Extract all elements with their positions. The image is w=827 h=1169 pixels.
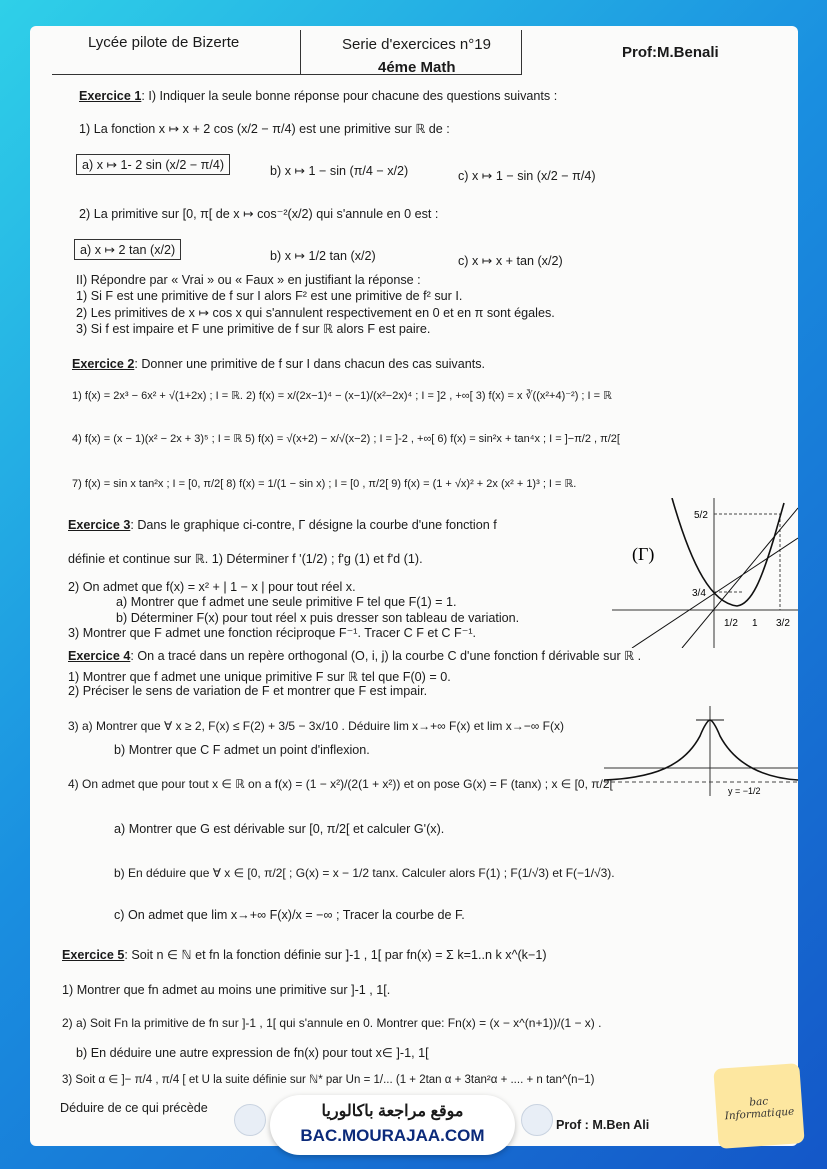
ex4-line-8: b) En déduire que ∀ x ∈ [0, π/2[ ; G(x) = x − 1/2 tanx. Calculer alors F(1) ; F(1/√3) et F(−1/√3). <box>114 866 615 880</box>
exercise-5-intro: Exercice 5: Soit n ∈ ℕ et fn la fonction définie sur ]-1 , 1[ par fn(x) = Σ k=1..n k x^(k−1) <box>62 948 547 962</box>
ex1-q2-answer-b: b) x ↦ 1/2 tan (x/2) <box>270 249 376 263</box>
ex4-line-3: 2) Préciser le sens de variation de F et montrer que F est impair. <box>68 684 428 698</box>
ex1-part2: II) Répondre par « Vrai » ou « Faux » en justifiant la réponse : <box>76 273 421 287</box>
graph-ytick-threequarter: 3/4 <box>692 588 706 599</box>
ex1-vf2: 2) Les primitives de x ↦ cos x qui s'annulent respectivement en 0 et en π sont égales. <box>76 306 555 320</box>
graph-xtick-one: 1 <box>752 618 758 629</box>
graph-xtick-threehalf: 3/2 <box>776 618 790 629</box>
prof-header: Prof:M.Benali <box>622 44 719 61</box>
ex3-line-4: a) Montrer que f admet une seule primitive F tel que F(1) = 1. <box>116 595 457 609</box>
exercise-1-intro: Exercice 1: I) Indiquer la seule bonne réponse pour chacune des questions suivants : <box>79 89 558 103</box>
footer-logo-left <box>234 1104 266 1136</box>
bell-curve <box>604 720 798 780</box>
ex3-line-6: 3) Montrer que F admet une fonction réciproque F⁻¹. Tracer C F et C F⁻¹. <box>68 626 477 640</box>
graph-gamma-label: (Γ) <box>632 544 655 564</box>
ex1-q1: 1) La fonction x ↦ x + 2 cos (x/2 − π/4) est une primitive sur ℝ de : <box>79 122 450 136</box>
series-title: Serie d'exercices n°19 <box>342 36 491 53</box>
exercise-4-intro: Exercice 4: On a tracé dans un repère orthogonal (O, i, j) la courbe C d'une fonction f dérivable sur ℝ . <box>68 649 642 663</box>
ex5-line-4: b) En déduire une autre expression de fn(x) pour tout x∈ ]-1, 1[ <box>76 1046 429 1060</box>
badge-text: bac Informatique <box>724 1095 795 1123</box>
ex2-row-3: 7) f(x) = sin x tan²x ; I = [0, π/2[ 8) f(x) = 1/(1 − sin x) ; I = [0 , π/2[ 9) f(x) = (1 + √x)² + 2x (x² + 1)³ ; I = ℝ. <box>72 478 577 490</box>
ex5-line-3: 2) a) Soit Fn la primitive de fn sur ]-1 , 1[ qui s'annule en 0. Montrer que: Fn(x) = (x − x^(n+1))/(1 − x) . <box>62 1016 602 1030</box>
graph-xtick-half: 1/2 <box>724 618 738 629</box>
school-name: Lycée pilote de Bizerte <box>88 34 240 51</box>
ex1-q2-answer-a: a) x ↦ 2 tan (x/2) <box>74 239 181 260</box>
gamma-curve <box>672 498 784 606</box>
ex5-line-6: Déduire de ce qui précède <box>60 1101 208 1115</box>
ex3-line-3: 2) On admet que f(x) = x² + | 1 − x | pour tout réel x. <box>68 580 356 594</box>
ex4-graph <box>604 706 798 796</box>
footer-site-link[interactable]: BAC.MOURAJAA.COM <box>300 1126 485 1145</box>
ex4-line-7: a) Montrer que G est dérivable sur [0, π/2[ et calculer G'(x). <box>114 822 445 836</box>
ex2-row-2: 4) f(x) = (x − 1)(x² − 2x + 3)⁵ ; I = ℝ 5) f(x) = √(x+2) − x/√(x−2) ; I = ]-2 , +∞[ 6) f(x) = sin²x + tan⁴x ; I = ]−π/2 , π/2[ <box>72 433 620 445</box>
ex5-line-2: 1) Montrer que fn admet au moins une primitive sur ]-1 , 1[. <box>62 983 391 997</box>
ex1-q2: 2) La primitive sur [0, π[ de x ↦ cos⁻²(x/2) qui s'annule en 0 est : <box>79 207 439 221</box>
ex4-line-5: b) Montrer que C F admet un point d'inflexion. <box>114 743 370 757</box>
bac-informatique-badge <box>713 1063 804 1149</box>
asymptote-label: y = −1/2 <box>728 786 761 796</box>
ex1-vf1: 1) Si F est une primitive de f sur I alors F² est une primitive de f² sur I. <box>76 289 463 303</box>
footer-site-pill[interactable] <box>270 1095 515 1155</box>
ex1-q2-answer-c: c) x ↦ x + tan (x/2) <box>458 254 563 268</box>
ex1-q1-answer-b: b) x ↦ 1 − sin (π/4 − x/2) <box>270 164 409 178</box>
ex1-q1-answer-c: c) x ↦ 1 − sin (x/2 − π/4) <box>458 169 596 183</box>
ex3-line-5: b) Déterminer F(x) pour tout réel x puis dresser son tableau de variation. <box>116 611 520 625</box>
ex3-graph <box>612 498 798 648</box>
level-title: 4éme Math <box>378 59 456 76</box>
ex4-line-9: c) On admet que lim x→+∞ F(x)/x = −∞ ; Tracer la courbe de F. <box>114 908 465 922</box>
ex4-line-4: 3) a) Montrer que ∀ x ≥ 2, F(x) ≤ F(2) + 3/5 − 3x/10 . Déduire lim x→+∞ F(x) et lim x→−∞ F(x) <box>68 719 564 733</box>
footer-prof: Prof : M.Ben Ali <box>556 1118 650 1132</box>
ex4-line-2: 1) Montrer que f admet une unique primitive F sur ℝ tel que F(0) = 0. <box>68 670 451 684</box>
ex5-line-5: 3) Soit α ∈ ]− π/4 , π/4 [ et U la suite définie sur ℕ* par Un = 1/... (1 + 2tan α + 3tan²α + .... + n tan^(n−1) <box>62 1074 595 1086</box>
footer-arabic-text: موقع مراجعة باكالوريا <box>321 1103 464 1120</box>
tangent-lines <box>632 508 798 648</box>
exercise-3-intro: Exercice 3: Dans le graphique ci-contre, Γ désigne la courbe d'une fonction f <box>68 518 497 532</box>
footer-logo-right <box>521 1104 553 1136</box>
ex4-line-6: 4) On admet que pour tout x ∈ ℝ on a f(x) = (1 − x²)/(2(1 + x²)) et on pose G(x) = F (tanx) ; x ∈ [0, π/2[ <box>68 777 613 791</box>
ex1-q1-answer-a: a) x ↦ 1- 2 sin (x/2 − π/4) <box>76 154 230 175</box>
ex1-vf3: 3) Si f est impaire et F une primitive de f sur ℝ alors F est paire. <box>76 322 431 336</box>
ex2-row-1: 1) f(x) = 2x³ − 6x² + √(1+2x) ; I = ℝ. 2) f(x) = x/(2x−1)⁴ − (x−1)/(x²−2x)⁴ ; I = ]2 , +∞[ 3) f(x) = x ∛((x²+4)⁻²) ; I = ℝ <box>72 390 612 402</box>
exercise-2-intro: Exercice 2: Donner une primitive de f sur I dans chacun des cas suivants. <box>72 357 486 371</box>
ex3-line-2: définie et continue sur ℝ. 1) Déterminer f '(1/2) ; f'g (1) et f'd (1). <box>68 552 423 566</box>
worksheet-page <box>30 26 798 1146</box>
graph-ytick-fivehalf: 5/2 <box>694 510 708 521</box>
